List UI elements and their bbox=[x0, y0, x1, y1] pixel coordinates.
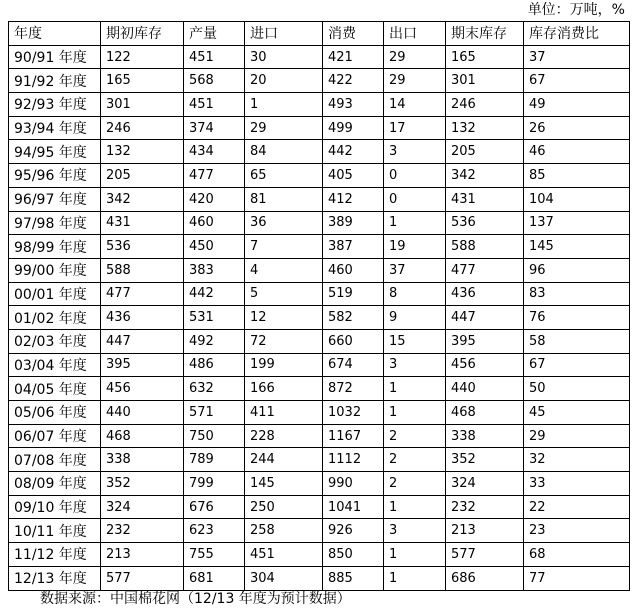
year-cell: 91/92 年度 bbox=[9, 69, 101, 93]
value-cell: 26 bbox=[524, 116, 630, 140]
value-cell: 442 bbox=[323, 140, 384, 164]
value-cell: 1 bbox=[384, 211, 446, 235]
value-cell: 395 bbox=[101, 353, 184, 377]
table-row bbox=[9, 424, 630, 448]
year-cell: 02/03 年度 bbox=[9, 329, 101, 353]
value-cell: 3 bbox=[384, 353, 446, 377]
column-header: 出口 bbox=[384, 22, 446, 46]
value-cell: 33 bbox=[524, 472, 630, 496]
value-cell: 750 bbox=[184, 424, 245, 448]
value-cell: 755 bbox=[184, 543, 245, 567]
value-cell: 440 bbox=[446, 377, 524, 401]
value-cell: 37 bbox=[384, 258, 446, 282]
value-cell: 926 bbox=[323, 519, 384, 543]
value-cell: 165 bbox=[101, 69, 184, 93]
value-cell: 324 bbox=[101, 495, 184, 519]
value-cell: 65 bbox=[245, 164, 323, 188]
value-cell: 228 bbox=[245, 424, 323, 448]
column-header: 消费 bbox=[323, 22, 384, 46]
value-cell: 352 bbox=[446, 448, 524, 472]
value-cell: 14 bbox=[384, 93, 446, 117]
source-note: 数据来源：中国棉花网（12/13 年度为预计数据） bbox=[40, 591, 351, 607]
table-row bbox=[9, 543, 630, 567]
table-row bbox=[9, 211, 630, 235]
year-cell: 08/09 年度 bbox=[9, 472, 101, 496]
value-cell: 422 bbox=[323, 69, 384, 93]
value-cell: 49 bbox=[524, 93, 630, 117]
value-cell: 23 bbox=[524, 519, 630, 543]
year-cell: 96/97 年度 bbox=[9, 187, 101, 211]
cotton-balance-table bbox=[8, 21, 630, 591]
value-cell: 72 bbox=[245, 329, 323, 353]
value-cell: 477 bbox=[101, 282, 184, 306]
value-cell: 3 bbox=[384, 519, 446, 543]
value-cell: 676 bbox=[184, 495, 245, 519]
value-cell: 451 bbox=[184, 93, 245, 117]
value-cell: 301 bbox=[101, 93, 184, 117]
year-cell: 10/11 年度 bbox=[9, 519, 101, 543]
table-row bbox=[9, 566, 630, 590]
value-cell: 250 bbox=[245, 495, 323, 519]
value-cell: 2 bbox=[384, 424, 446, 448]
value-cell: 77 bbox=[524, 566, 630, 590]
value-cell: 50 bbox=[524, 377, 630, 401]
year-cell: 90/91 年度 bbox=[9, 45, 101, 69]
value-cell: 46 bbox=[524, 140, 630, 164]
year-cell: 11/12 年度 bbox=[9, 543, 101, 567]
value-cell: 451 bbox=[245, 543, 323, 567]
value-cell: 165 bbox=[446, 45, 524, 69]
value-cell: 686 bbox=[446, 566, 524, 590]
value-cell: 246 bbox=[101, 116, 184, 140]
value-cell: 451 bbox=[184, 45, 245, 69]
value-cell: 137 bbox=[524, 211, 630, 235]
value-cell: 486 bbox=[184, 353, 245, 377]
column-header: 进口 bbox=[245, 22, 323, 46]
year-cell: 92/93 年度 bbox=[9, 93, 101, 117]
value-cell: 872 bbox=[323, 377, 384, 401]
value-cell: 571 bbox=[184, 401, 245, 425]
value-cell: 19 bbox=[384, 235, 446, 259]
value-cell: 434 bbox=[184, 140, 245, 164]
value-cell: 205 bbox=[101, 164, 184, 188]
value-cell: 30 bbox=[245, 45, 323, 69]
value-cell: 67 bbox=[524, 353, 630, 377]
value-cell: 442 bbox=[184, 282, 245, 306]
value-cell: 395 bbox=[446, 329, 524, 353]
value-cell: 67 bbox=[524, 69, 630, 93]
value-cell: 15 bbox=[384, 329, 446, 353]
value-cell: 460 bbox=[323, 258, 384, 282]
value-cell: 2 bbox=[384, 472, 446, 496]
value-cell: 83 bbox=[524, 282, 630, 306]
value-cell: 58 bbox=[524, 329, 630, 353]
table-row bbox=[9, 282, 630, 306]
value-cell: 1 bbox=[245, 93, 323, 117]
year-cell: 01/02 年度 bbox=[9, 306, 101, 330]
year-cell: 07/08 年度 bbox=[9, 448, 101, 472]
value-cell: 885 bbox=[323, 566, 384, 590]
value-cell: 0 bbox=[384, 164, 446, 188]
value-cell: 568 bbox=[184, 69, 245, 93]
table-row bbox=[9, 448, 630, 472]
table-row bbox=[9, 69, 630, 93]
value-cell: 582 bbox=[323, 306, 384, 330]
value-cell: 588 bbox=[101, 258, 184, 282]
value-cell: 1041 bbox=[323, 495, 384, 519]
value-cell: 342 bbox=[446, 164, 524, 188]
value-cell: 681 bbox=[184, 566, 245, 590]
table-header-row bbox=[9, 22, 630, 46]
value-cell: 352 bbox=[101, 472, 184, 496]
value-cell: 440 bbox=[101, 401, 184, 425]
value-cell: 76 bbox=[524, 306, 630, 330]
year-cell: 99/00 年度 bbox=[9, 258, 101, 282]
value-cell: 588 bbox=[446, 235, 524, 259]
column-header: 期末库存 bbox=[446, 22, 524, 46]
table-row bbox=[9, 472, 630, 496]
value-cell: 45 bbox=[524, 401, 630, 425]
value-cell: 1 bbox=[384, 495, 446, 519]
value-cell: 383 bbox=[184, 258, 245, 282]
value-cell: 436 bbox=[446, 282, 524, 306]
column-header: 产量 bbox=[184, 22, 245, 46]
value-cell: 213 bbox=[101, 543, 184, 567]
value-cell: 301 bbox=[446, 69, 524, 93]
table-row bbox=[9, 140, 630, 164]
value-cell: 32 bbox=[524, 448, 630, 472]
value-cell: 3 bbox=[384, 140, 446, 164]
table-row bbox=[9, 401, 630, 425]
value-cell: 338 bbox=[446, 424, 524, 448]
value-cell: 12 bbox=[245, 306, 323, 330]
table-row bbox=[9, 519, 630, 543]
value-cell: 122 bbox=[101, 45, 184, 69]
year-cell: 97/98 年度 bbox=[9, 211, 101, 235]
value-cell: 96 bbox=[524, 258, 630, 282]
table-row bbox=[9, 306, 630, 330]
value-cell: 623 bbox=[184, 519, 245, 543]
value-cell: 405 bbox=[323, 164, 384, 188]
value-cell: 468 bbox=[101, 424, 184, 448]
value-cell: 20 bbox=[245, 69, 323, 93]
value-cell: 447 bbox=[101, 329, 184, 353]
value-cell: 990 bbox=[323, 472, 384, 496]
value-cell: 493 bbox=[323, 93, 384, 117]
value-cell: 22 bbox=[524, 495, 630, 519]
value-cell: 37 bbox=[524, 45, 630, 69]
value-cell: 387 bbox=[323, 235, 384, 259]
value-cell: 29 bbox=[524, 424, 630, 448]
value-cell: 431 bbox=[446, 187, 524, 211]
value-cell: 4 bbox=[245, 258, 323, 282]
table-row bbox=[9, 353, 630, 377]
value-cell: 7 bbox=[245, 235, 323, 259]
value-cell: 81 bbox=[245, 187, 323, 211]
column-header: 库存消费比 bbox=[524, 22, 630, 46]
value-cell: 1 bbox=[384, 543, 446, 567]
value-cell: 84 bbox=[245, 140, 323, 164]
value-cell: 232 bbox=[446, 495, 524, 519]
table-row bbox=[9, 116, 630, 140]
value-cell: 29 bbox=[245, 116, 323, 140]
value-cell: 145 bbox=[245, 472, 323, 496]
value-cell: 1 bbox=[384, 566, 446, 590]
year-cell: 05/06 年度 bbox=[9, 401, 101, 425]
value-cell: 324 bbox=[446, 472, 524, 496]
value-cell: 68 bbox=[524, 543, 630, 567]
value-cell: 104 bbox=[524, 187, 630, 211]
value-cell: 450 bbox=[184, 235, 245, 259]
value-cell: 205 bbox=[446, 140, 524, 164]
value-cell: 632 bbox=[184, 377, 245, 401]
table-row bbox=[9, 93, 630, 117]
value-cell: 577 bbox=[446, 543, 524, 567]
value-cell: 166 bbox=[245, 377, 323, 401]
table-row bbox=[9, 45, 630, 69]
value-cell: 374 bbox=[184, 116, 245, 140]
value-cell: 1167 bbox=[323, 424, 384, 448]
table-body bbox=[9, 45, 630, 590]
value-cell: 421 bbox=[323, 45, 384, 69]
value-cell: 1032 bbox=[323, 401, 384, 425]
value-cell: 660 bbox=[323, 329, 384, 353]
year-cell: 04/05 年度 bbox=[9, 377, 101, 401]
table-row bbox=[9, 187, 630, 211]
value-cell: 477 bbox=[184, 164, 245, 188]
value-cell: 85 bbox=[524, 164, 630, 188]
value-cell: 519 bbox=[323, 282, 384, 306]
table-row bbox=[9, 377, 630, 401]
value-cell: 492 bbox=[184, 329, 245, 353]
value-cell: 9 bbox=[384, 306, 446, 330]
value-cell: 304 bbox=[245, 566, 323, 590]
value-cell: 232 bbox=[101, 519, 184, 543]
year-cell: 00/01 年度 bbox=[9, 282, 101, 306]
unit-label: 单位：万吨，% bbox=[527, 2, 625, 18]
value-cell: 338 bbox=[101, 448, 184, 472]
value-cell: 8 bbox=[384, 282, 446, 306]
column-header: 年度 bbox=[9, 22, 101, 46]
table-row bbox=[9, 235, 630, 259]
value-cell: 132 bbox=[101, 140, 184, 164]
year-cell: 12/13 年度 bbox=[9, 566, 101, 590]
year-cell: 06/07 年度 bbox=[9, 424, 101, 448]
value-cell: 531 bbox=[184, 306, 245, 330]
value-cell: 447 bbox=[446, 306, 524, 330]
value-cell: 850 bbox=[323, 543, 384, 567]
value-cell: 17 bbox=[384, 116, 446, 140]
value-cell: 389 bbox=[323, 211, 384, 235]
value-cell: 536 bbox=[101, 235, 184, 259]
value-cell: 5 bbox=[245, 282, 323, 306]
value-cell: 0 bbox=[384, 187, 446, 211]
value-cell: 420 bbox=[184, 187, 245, 211]
year-cell: 93/94 年度 bbox=[9, 116, 101, 140]
value-cell: 29 bbox=[384, 69, 446, 93]
value-cell: 477 bbox=[446, 258, 524, 282]
value-cell: 411 bbox=[245, 401, 323, 425]
value-cell: 412 bbox=[323, 187, 384, 211]
year-cell: 98/99 年度 bbox=[9, 235, 101, 259]
year-cell: 03/04 年度 bbox=[9, 353, 101, 377]
table-row bbox=[9, 258, 630, 282]
year-cell: 95/96 年度 bbox=[9, 164, 101, 188]
value-cell: 577 bbox=[101, 566, 184, 590]
value-cell: 145 bbox=[524, 235, 630, 259]
value-cell: 132 bbox=[446, 116, 524, 140]
value-cell: 1 bbox=[384, 401, 446, 425]
value-cell: 29 bbox=[384, 45, 446, 69]
value-cell: 674 bbox=[323, 353, 384, 377]
value-cell: 456 bbox=[101, 377, 184, 401]
value-cell: 468 bbox=[446, 401, 524, 425]
year-cell: 09/10 年度 bbox=[9, 495, 101, 519]
value-cell: 342 bbox=[101, 187, 184, 211]
value-cell: 536 bbox=[446, 211, 524, 235]
value-cell: 36 bbox=[245, 211, 323, 235]
value-cell: 436 bbox=[101, 306, 184, 330]
value-cell: 460 bbox=[184, 211, 245, 235]
value-cell: 456 bbox=[446, 353, 524, 377]
value-cell: 258 bbox=[245, 519, 323, 543]
value-cell: 1112 bbox=[323, 448, 384, 472]
value-cell: 1 bbox=[384, 377, 446, 401]
value-cell: 199 bbox=[245, 353, 323, 377]
value-cell: 244 bbox=[245, 448, 323, 472]
column-header: 期初库存 bbox=[101, 22, 184, 46]
value-cell: 799 bbox=[184, 472, 245, 496]
value-cell: 499 bbox=[323, 116, 384, 140]
year-cell: 94/95 年度 bbox=[9, 140, 101, 164]
value-cell: 213 bbox=[446, 519, 524, 543]
value-cell: 246 bbox=[446, 93, 524, 117]
value-cell: 789 bbox=[184, 448, 245, 472]
table-row bbox=[9, 329, 630, 353]
table-row bbox=[9, 164, 630, 188]
table-row bbox=[9, 495, 630, 519]
value-cell: 431 bbox=[101, 211, 184, 235]
value-cell: 2 bbox=[384, 448, 446, 472]
